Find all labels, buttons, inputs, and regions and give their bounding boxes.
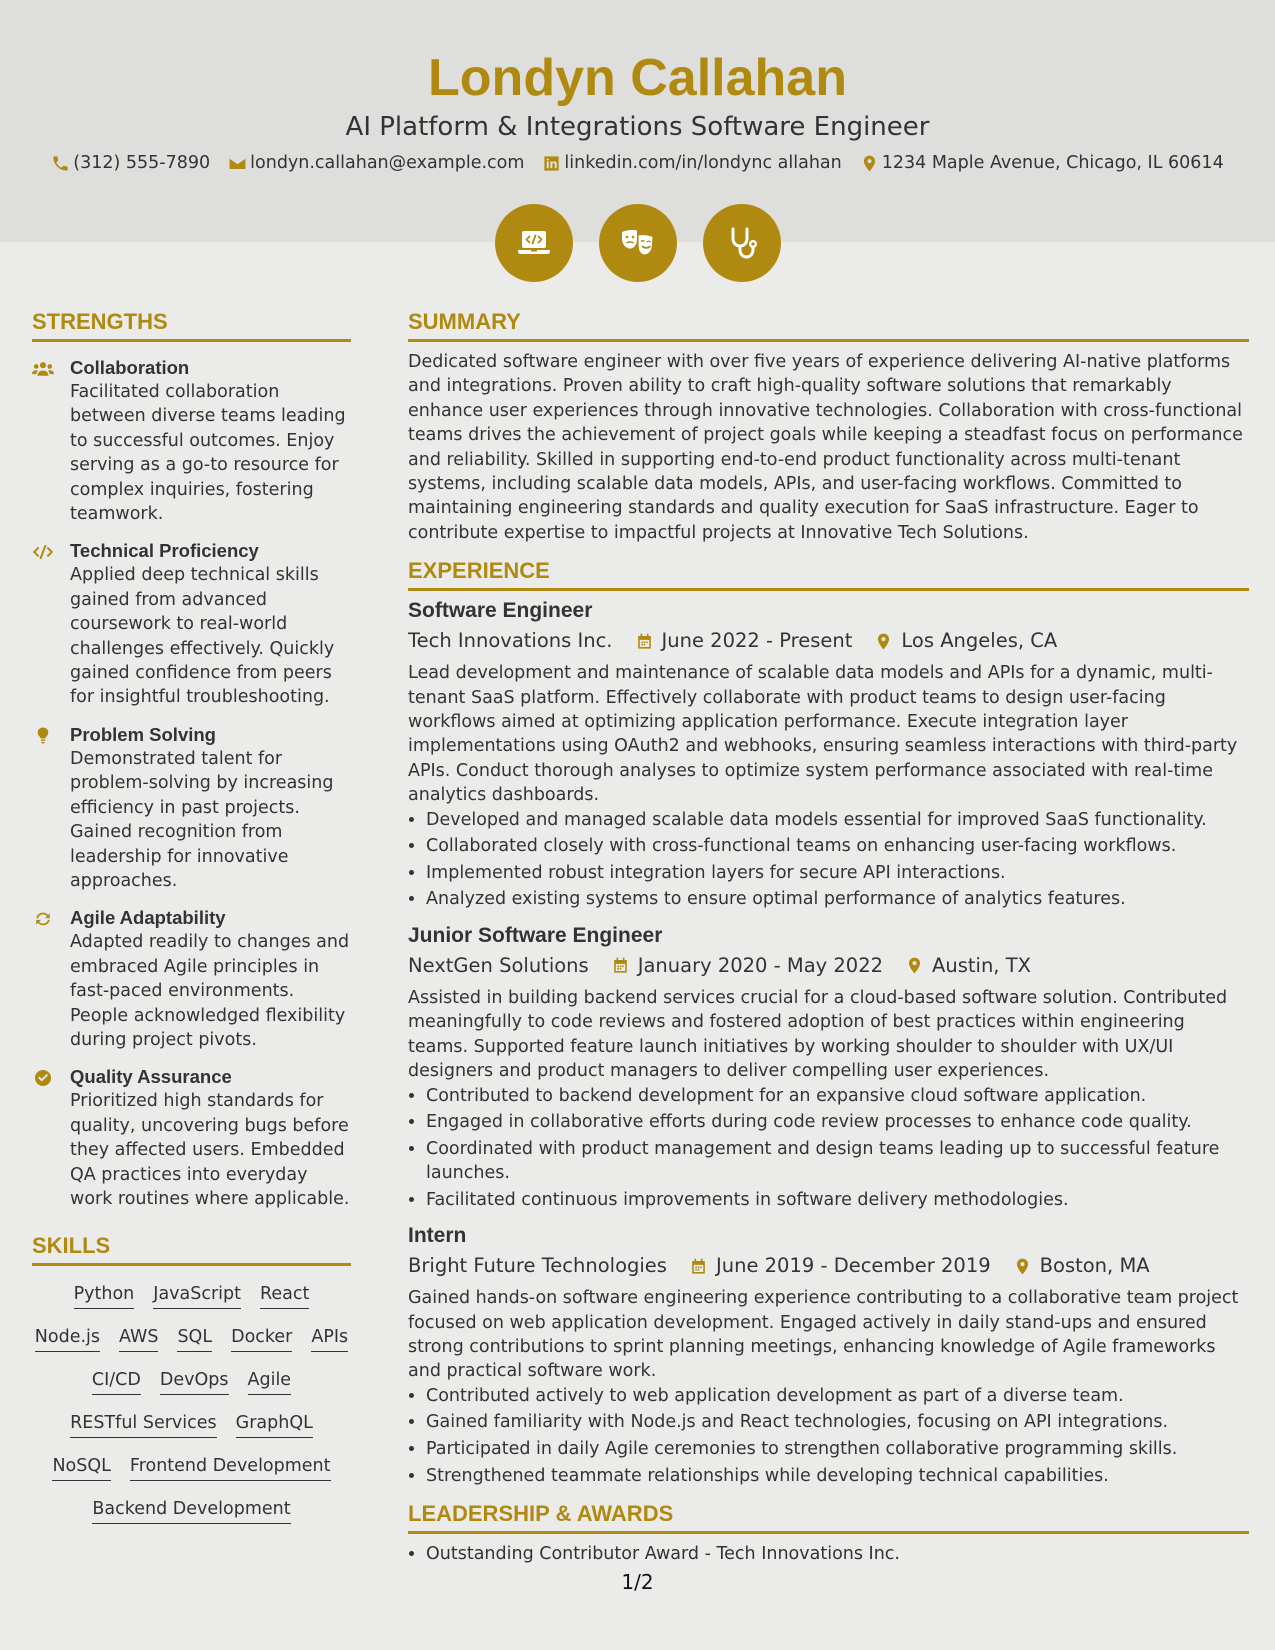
job-description: Lead development and maintenance of scalable data models and APIs for a dynamic, multi-tenant SaaS platform. Effectively collaborate with product teams to design user-facing workflows aimed at optimizing application performance. Execute integration layer implementations using OAuth2 and webhooks, ensuring seamless interactions with third-party APIs. Conduct thorough analyses to optimize system performance associated with real-time analytics dashboards. bbox=[408, 663, 1238, 806]
skills-list bbox=[32, 1282, 351, 1524]
job-role: Intern bbox=[408, 1224, 467, 1248]
check-circle-icon bbox=[32, 1068, 54, 1088]
job-bullet: • Collaborated closely with cross-functional teams on enhancing user-facing workflows. bbox=[426, 834, 1249, 858]
skill-tag: React bbox=[260, 1282, 309, 1309]
strength-item bbox=[32, 906, 351, 1052]
interest-bubble bbox=[495, 204, 573, 282]
strength-title: Agile Adaptability bbox=[70, 907, 226, 929]
skill-tag: Frontend Development bbox=[130, 1454, 331, 1481]
calendar-icon bbox=[611, 956, 630, 975]
job-dates: June 2022 - Present bbox=[661, 629, 853, 653]
skill-tag: Docker bbox=[231, 1325, 292, 1352]
left-column bbox=[32, 308, 351, 1524]
skill-tag: CI/CD bbox=[92, 1368, 141, 1395]
contact-row bbox=[0, 151, 1275, 175]
strength-text: Facilitated collaboration between diverse teams leading to successful outcomes. Enjoy serving as a go-to resource for complex inquiries, fostering teamwork. bbox=[70, 382, 346, 525]
summary-text: Dedicated software engineer with over five years of experience delivering AI-native platforms and integrations. Proven ability to craft high-quality software solutions that remarkably enhance user experiences through innovative technologies. Collaboration with cross-functional teams drives the achievement of project goals while keeping a steadfast focus on performance and reliability. Skilled in supporting end-to-end product functionality across multi-tenant systems, including scalable data models, APIs, and user-facing workflows. Committed to maintaining engineering standards and quality execution for SaaS infrastructure. Eager to contribute expertise to impactful projects at Innovative Tech Solutions. bbox=[408, 352, 1243, 543]
job-bullets bbox=[408, 1084, 1249, 1213]
strengths-heading: STRENGTHS bbox=[32, 308, 351, 342]
linkedin-text: linkedin.com/in/londync allahan bbox=[564, 153, 842, 173]
calendar-icon bbox=[689, 1257, 708, 1276]
strength-item bbox=[32, 723, 351, 893]
job-role: Software Engineer bbox=[408, 599, 593, 623]
job-description: Assisted in building backend services crucial for a cloud-based software solution. Contributed meaningfully to code reviews and fostered adoption of best practices within engineering teams. Supported feature launch initiatives by working shoulder to shoulder with UX/UI designers and product managers to deliver compelling user experiences. bbox=[408, 987, 1228, 1082]
skill-tag: RESTful Services bbox=[70, 1411, 217, 1438]
job-bullet: • Contributed to backend development for an expansive cloud software application. bbox=[426, 1084, 1249, 1108]
contact-phone[interactable] bbox=[51, 151, 210, 175]
job-meta bbox=[408, 627, 1249, 655]
job-role: Junior Software Engineer bbox=[408, 923, 663, 947]
location-text: 1234 Maple Avenue, Chicago, IL 60614 bbox=[881, 153, 1224, 173]
interest-icons bbox=[0, 204, 1275, 282]
award-item: • Outstanding Contributor Award - Tech Innovations Inc. bbox=[426, 1542, 1249, 1566]
theater-masks-icon bbox=[618, 223, 658, 263]
strength-title: Collaboration bbox=[70, 357, 190, 378]
skill-tag: JavaScript bbox=[153, 1282, 241, 1309]
skill-tag: AWS bbox=[119, 1325, 158, 1352]
strength-title: Quality Assurance bbox=[70, 1066, 232, 1088]
code-icon bbox=[32, 542, 54, 562]
job-bullets bbox=[408, 808, 1249, 912]
job-bullet: • Developed and managed scalable data models essential for improved SaaS functionality. bbox=[426, 808, 1249, 832]
email-text: londyn.callahan@example.com bbox=[250, 153, 525, 173]
leadership-heading: LEADERSHIP & AWARDS bbox=[408, 1500, 1249, 1534]
strength-title: Problem Solving bbox=[70, 723, 216, 745]
phone-icon bbox=[51, 154, 70, 173]
job-location: Los Angeles, CA bbox=[901, 629, 1058, 653]
users-icon bbox=[32, 359, 54, 379]
skill-tag: Agile bbox=[248, 1368, 292, 1395]
skill-tag: Python bbox=[74, 1282, 135, 1309]
job-meta bbox=[408, 952, 1249, 980]
experience-heading: EXPERIENCE bbox=[408, 557, 1249, 591]
job-company: Bright Future Technologies bbox=[408, 1254, 667, 1278]
linkedin-icon bbox=[542, 154, 561, 173]
job-entry bbox=[408, 922, 1249, 1212]
strength-text: Adapted readily to changes and embraced Agile principles in fast-paced environments. People acknowledged flexibility during project pivots. bbox=[70, 932, 350, 1050]
job-bullet: • Analyzed existing systems to ensure optimal performance of analytics features. bbox=[426, 887, 1249, 911]
map-marker-icon bbox=[860, 154, 879, 173]
laptop-code-icon bbox=[514, 223, 554, 263]
job-description: Gained hands-on software engineering experience contributing to a collaborative team project focused on web application development. Engaged actively in daily stand-ups and ensured strong contributions to sprint planning meetings, enhancing knowledge of Agile frameworks and practical software work. bbox=[408, 1288, 1239, 1382]
map-marker-icon bbox=[874, 632, 893, 651]
job-bullet: • Participated in daily Agile ceremonies to strengthen collaborative programming skills. bbox=[426, 1437, 1249, 1461]
job-bullet: • Contributed actively to web application development as part of a diverse team. bbox=[426, 1384, 1249, 1408]
strength-item bbox=[32, 356, 351, 526]
job-dates: June 2019 - December 2019 bbox=[715, 1254, 991, 1278]
job-bullet: • Facilitated continuous improvements in software delivery methodologies. bbox=[426, 1188, 1249, 1212]
job-bullet: • Strengthened teammate relationships while developing technical capabilities. bbox=[426, 1464, 1249, 1488]
skill-tag: APIs bbox=[311, 1325, 348, 1352]
calendar-icon bbox=[635, 632, 654, 651]
contact-email[interactable] bbox=[228, 151, 524, 175]
sync-icon bbox=[32, 909, 54, 929]
job-meta bbox=[408, 1252, 1249, 1280]
summary-heading: SUMMARY bbox=[408, 308, 1249, 342]
contact-location bbox=[860, 151, 1224, 175]
job-company: NextGen Solutions bbox=[408, 953, 589, 977]
candidate-name: Londyn Callahan bbox=[428, 49, 847, 107]
skill-tag: GraphQL bbox=[236, 1411, 313, 1438]
strength-item bbox=[32, 1065, 351, 1211]
job-bullets bbox=[408, 1384, 1249, 1488]
candidate-title: AI Platform & Integrations Software Engineer bbox=[345, 112, 930, 142]
strength-text: Applied deep technical skills gained from advanced coursework to real-world challenges effectively. Quickly gained confidence from peers for insightful troubleshooting. bbox=[70, 565, 335, 708]
interest-bubble bbox=[703, 204, 781, 282]
envelope-icon bbox=[228, 154, 247, 173]
job-entry bbox=[408, 1222, 1249, 1488]
job-bullet: • Coordinated with product management and design teams leading up to successful feature launches. bbox=[426, 1137, 1249, 1186]
stethoscope-icon bbox=[722, 223, 762, 263]
right-column bbox=[408, 308, 1249, 1569]
job-bullet: • Engaged in collaborative efforts during code review processes to enhance code quality. bbox=[426, 1110, 1249, 1134]
interest-bubble bbox=[599, 204, 677, 282]
job-entry bbox=[408, 597, 1249, 912]
job-location: Boston, MA bbox=[1039, 1254, 1150, 1278]
strength-text: Demonstrated talent for problem-solving by increasing efficiency in past projects. Gained recognition from leadership for innovative approaches. bbox=[70, 748, 334, 891]
job-location: Austin, TX bbox=[932, 953, 1031, 977]
job-dates: January 2020 - May 2022 bbox=[637, 953, 884, 977]
awards-list bbox=[408, 1542, 1249, 1566]
skill-tag: DevOps bbox=[160, 1368, 229, 1395]
strength-text: Prioritized high standards for quality, uncovering bugs before they affected users. Embedded QA practices into everyday work routines where applicable. bbox=[70, 1091, 350, 1209]
skill-tag: Backend Development bbox=[92, 1497, 290, 1524]
skill-tag: SQL bbox=[177, 1325, 212, 1352]
contact-linkedin[interactable] bbox=[542, 151, 841, 175]
job-bullet: • Gained familiarity with Node.js and React technologies, focusing on API integrations. bbox=[426, 1410, 1249, 1434]
skill-tag: NoSQL bbox=[52, 1454, 110, 1481]
map-marker-icon bbox=[1013, 1257, 1032, 1276]
skill-tag: Node.js bbox=[35, 1325, 100, 1352]
job-company: Tech Innovations Inc. bbox=[408, 629, 613, 653]
skills-heading: SKILLS bbox=[32, 1232, 351, 1266]
map-marker-icon bbox=[905, 956, 924, 975]
job-bullet: • Implemented robust integration layers for secure API interactions. bbox=[426, 861, 1249, 885]
strength-title: Technical Proficiency bbox=[70, 540, 259, 562]
page-number: 1/2 bbox=[621, 1570, 654, 1594]
lightbulb-icon bbox=[32, 726, 54, 746]
strength-item bbox=[32, 539, 351, 709]
phone-text: (312) 555-7890 bbox=[73, 153, 211, 173]
